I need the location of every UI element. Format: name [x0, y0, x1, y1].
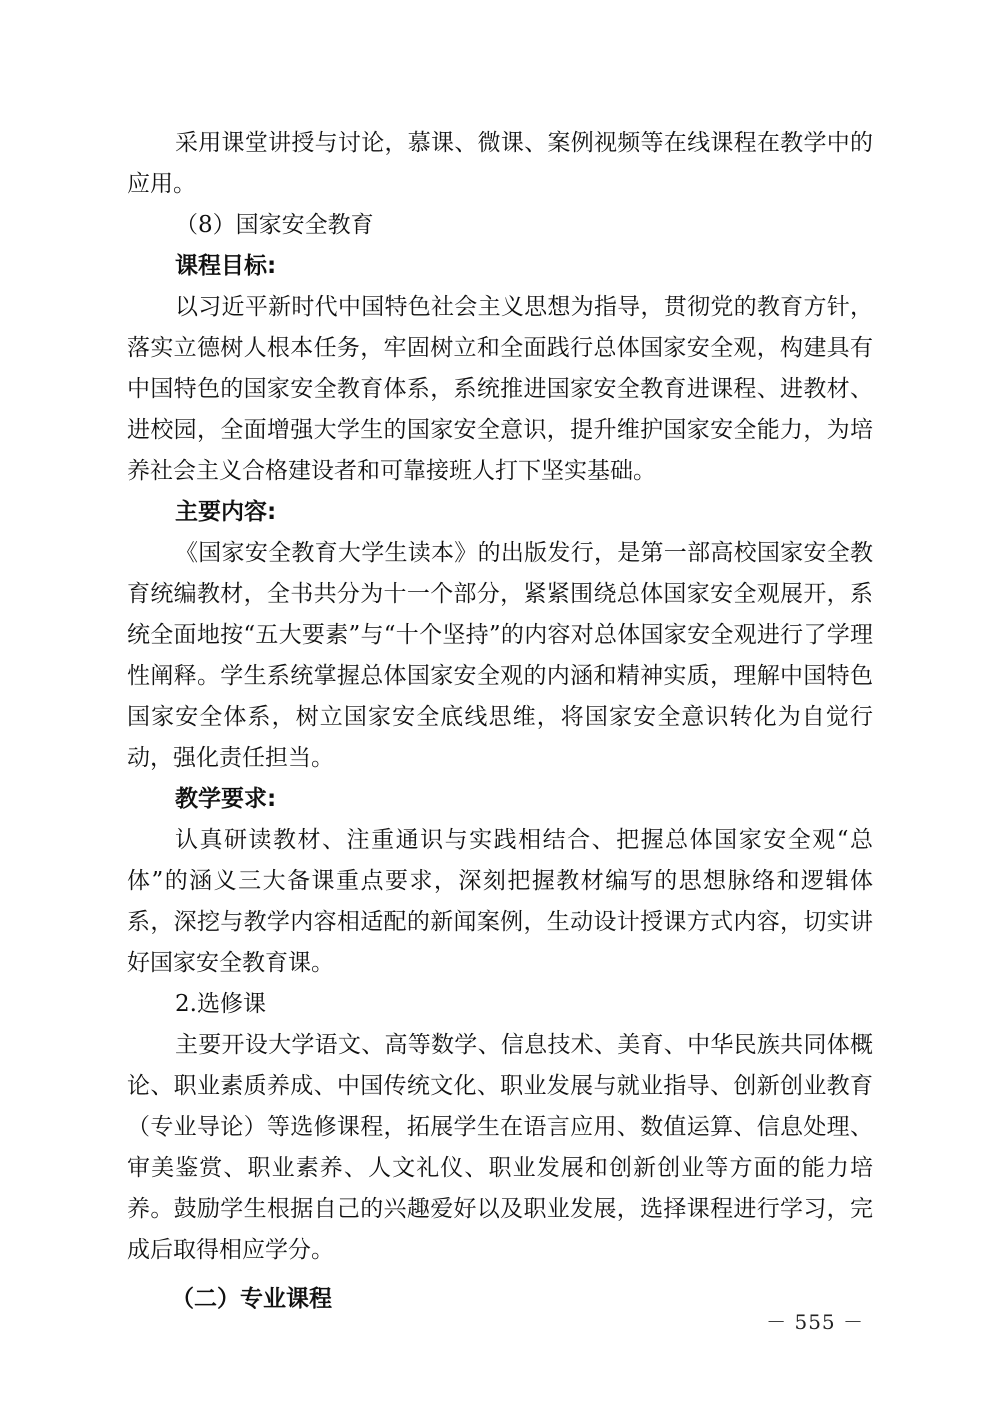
heading-teaching-requirements: 教学要求:	[175, 786, 277, 812]
subheading-national-security-education: （8）国家安全教育	[175, 212, 374, 238]
paragraph-elective-courses: 主要开设大学语文、高等数学、信息技术、美育、中华民族共同体概论、职业素质养成、中国传统文化、职业发展与就业指导、创新创业教育（专业导论）等选修课程，拓展学生在语言应用、数值运算、信息处理、审美鉴赏、职业素养、人文礼仪、职业发展和创新创业等方面的能力培养。鼓励学生根据自己的兴趣爱好以及职业发展，选择课程进行学习，完成后取得相应学分。	[127, 1032, 873, 1263]
heading-professional-courses: （二）专业课程	[171, 1286, 332, 1312]
subheading-elective-courses: 2.选修课	[175, 991, 266, 1017]
document-body	[127, 123, 873, 1320]
paragraph-teaching-methods: 采用课堂讲授与讨论，慕课、微课、案例视频等在线课程在教学中的应用。	[127, 130, 873, 197]
paragraph-course-objectives: 以习近平新时代中国特色社会主义思想为指导，贯彻党的教育方针，落实立德树人根本任务，牢固树立和全面践行总体国家安全观，构建具有中国特色的国家安全教育体系，系统推进国家安全教育进课程、进教材、进校园，全面增强大学生的国家安全意识，提升维护国家安全能力，为培养社会主义合格建设者和可靠接班人打下坚实基础。	[127, 294, 873, 484]
paragraph-teaching-requirements: 认真研读教材、注重通识与实践相结合、把握总体国家安全观“总体”的涵义三大备课重点要求，深刻把握教材编写的思想脉络和逻辑体系，深挖与教学内容相适配的新闻案例，生动设计授课方式内容，切实讲好国家安全教育课。	[127, 827, 873, 976]
paragraph-main-content: 《国家安全教育大学生读本》的出版发行，是第一部高校国家安全教育统编教材，全书共分为十一个部分，紧紧围绕总体国家安全观展开，系统全面地按“五大要素”与“十个坚持”的内容对总体国家安全观进行了学理性阐释。学生系统掌握总体国家安全观的内涵和精神实质，理解中国特色国家安全体系，树立国家安全底线思维，将国家安全意识转化为自觉行动，强化责任担当。	[127, 540, 873, 771]
heading-course-objectives: 课程目标:	[175, 253, 277, 279]
page-number: － 555 －	[766, 1310, 864, 1334]
heading-main-content: 主要内容:	[175, 499, 277, 525]
